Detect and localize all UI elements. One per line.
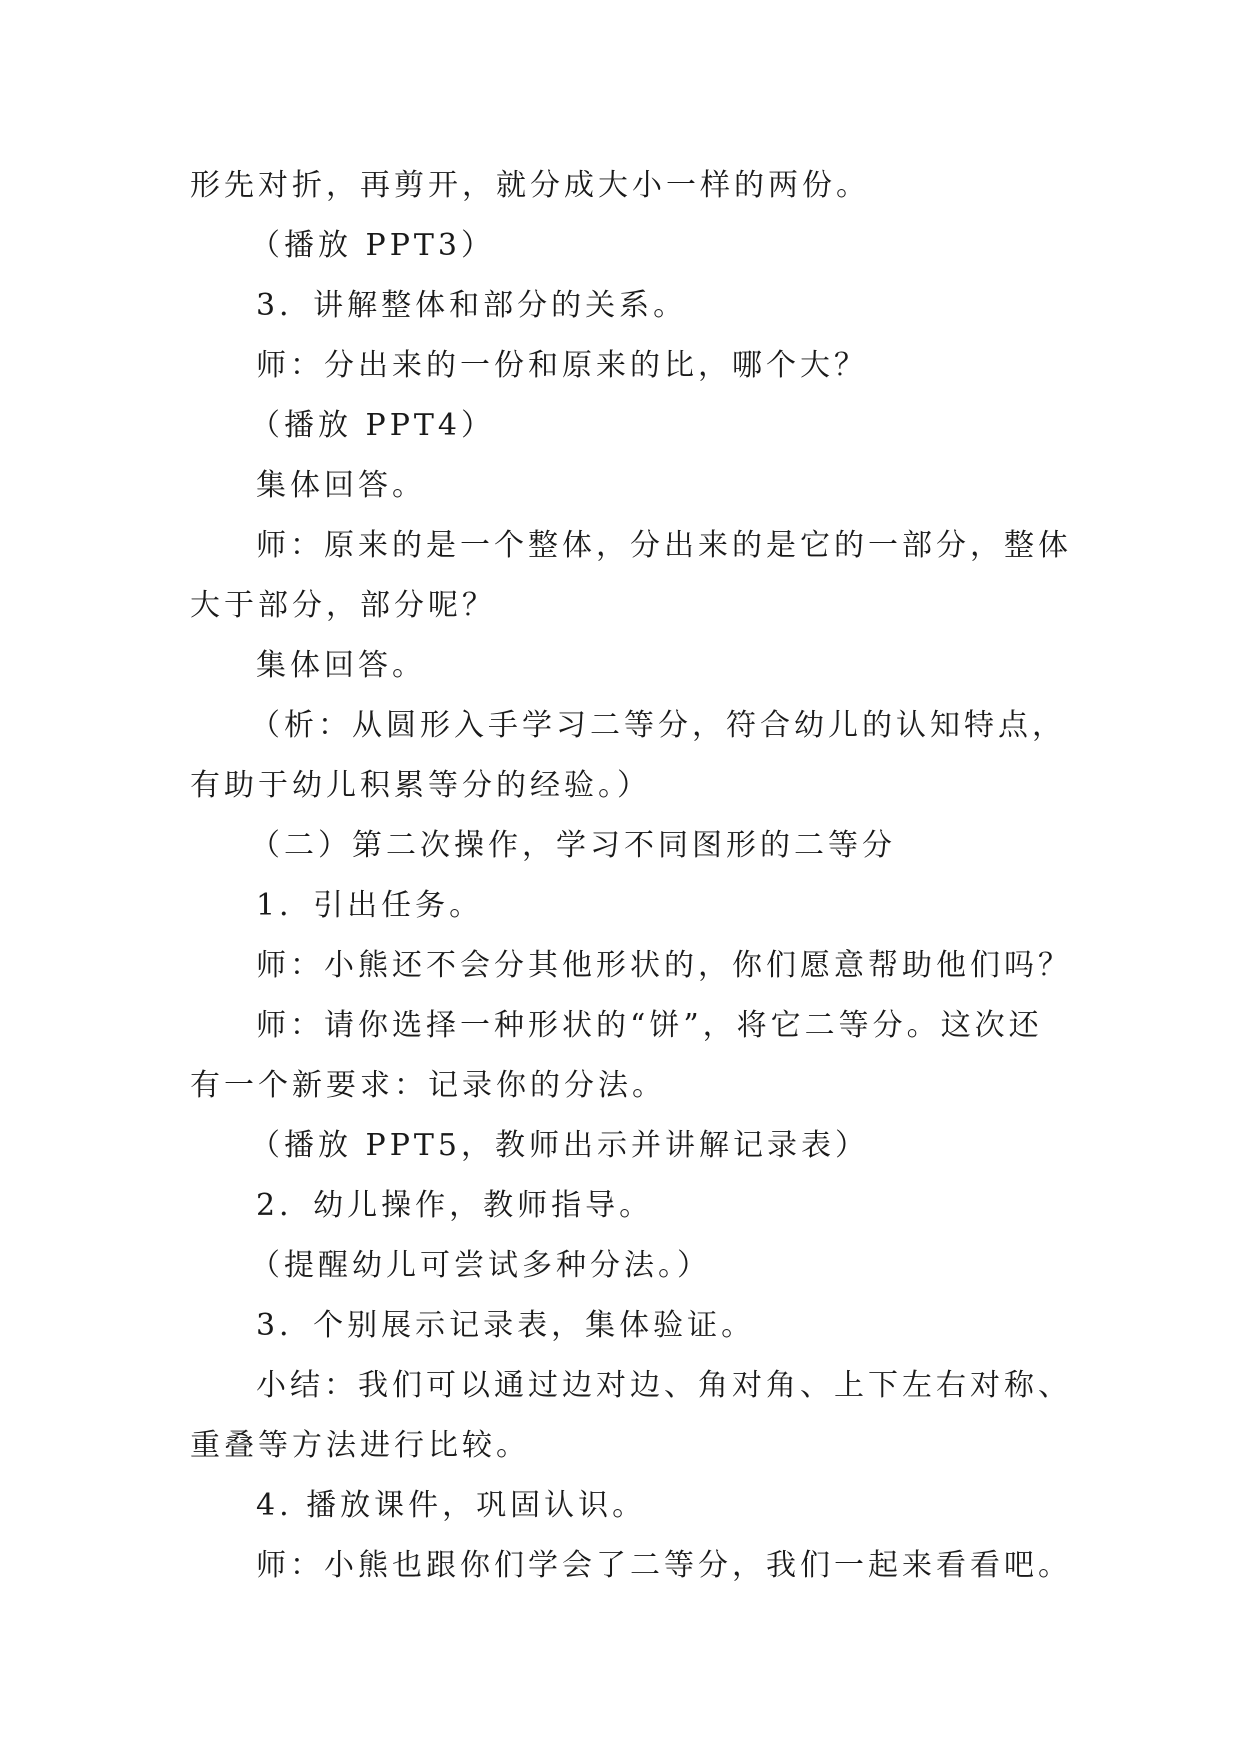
- paragraph-line-21: 小结：我们可以通过边对边、角对角、上下左右对称、: [256, 1368, 1072, 1403]
- paragraph-line-7: 师：原来的是一个整体，分出来的是它的一部分，整体: [256, 528, 1072, 563]
- paragraph-line-11: 有助于幼儿积累等分的经验。）: [190, 768, 651, 803]
- paragraph-line-16: 有一个新要求：记录你的分法。: [190, 1068, 666, 1103]
- paragraph-line-17: （播放 PPT5，教师出示并讲解记录表）: [250, 1128, 870, 1163]
- section-heading: （二）第二次操作，学习不同图形的二等分: [250, 828, 896, 863]
- paragraph-line-23: 4. 播放课件，巩固认识。: [256, 1488, 647, 1523]
- paragraph-line-18: 2．幼儿操作，教师指导。: [256, 1188, 654, 1223]
- paragraph-line-8: 大于部分，部分呢？: [190, 588, 496, 623]
- paragraph-line-9: 集体回答。: [256, 648, 426, 683]
- paragraph-line-10: （析：从圆形入手学习二等分，符合幼儿的认知特点，: [250, 708, 1066, 743]
- paragraph-line-4: 师：分出来的一份和原来的比，哪个大？: [256, 348, 868, 383]
- paragraph-line-2: （播放 PPT3）: [250, 228, 496, 263]
- paragraph-line-1: 形先对折，再剪开，就分成大小一样的两份。: [190, 168, 870, 203]
- paragraph-line-15: 师：请你选择一种形状的“饼”，将它二等分。这次还: [256, 1008, 1043, 1043]
- paragraph-line-20: 3．个别展示记录表，集体验证。: [256, 1308, 756, 1343]
- paragraph-line-13: 1．引出任务。: [256, 888, 484, 923]
- paragraph-line-14: 师：小熊还不会分其他形状的，你们愿意帮助他们吗？: [256, 948, 1072, 983]
- document-body: [190, 156, 1070, 1596]
- paragraph-line-24: 师：小熊也跟你们学会了二等分，我们一起来看看吧。: [256, 1548, 1072, 1583]
- paragraph-line-22: 重叠等方法进行比较。: [190, 1428, 530, 1463]
- paragraph-line-3: 3．讲解整体和部分的关系。: [256, 288, 688, 323]
- paragraph-line-19: （提醒幼儿可尝试多种分法。）: [250, 1248, 711, 1283]
- paragraph-line-5: （播放 PPT4）: [250, 408, 496, 443]
- paragraph-line-6: 集体回答。: [256, 468, 426, 503]
